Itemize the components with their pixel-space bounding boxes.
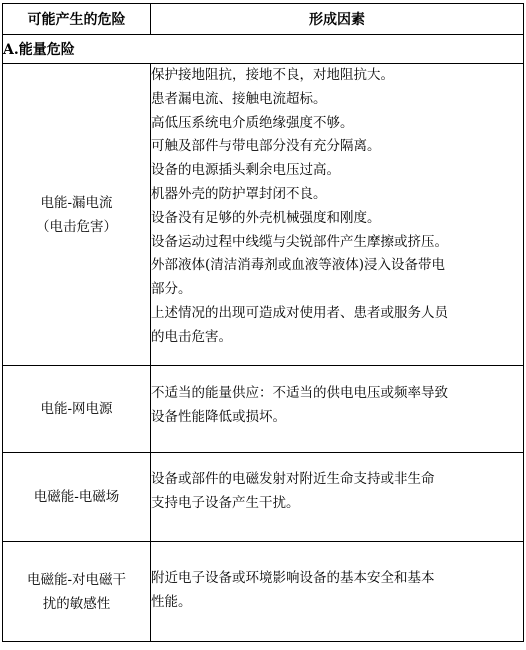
section-title: A.能量危险 bbox=[3, 35, 524, 64]
hazard-name-line: 电能-网电源 bbox=[40, 401, 113, 417]
factor-line: 设备没有足够的外壳机械强度和刚度。 bbox=[151, 209, 381, 226]
hazard-name-line: （电击危害） bbox=[36, 218, 117, 235]
factor-line: 不适当的能量供应：不适当的供电电压或频率导致 bbox=[151, 385, 448, 401]
hazard-cell bbox=[3, 453, 151, 542]
hazard-name-line: 电磁能-对电磁干 bbox=[26, 571, 127, 588]
factor-line: 附近电子设备或环境影响设备的基本安全和基本 bbox=[151, 570, 435, 586]
factor-line: 保护接地阻抗，接地不良，对地阻抗大。 bbox=[151, 67, 394, 83]
factor-line: 设备运动过程中线缆与尖锐部件产生摩擦或挤压。 bbox=[151, 233, 448, 250]
factor-line: 设备性能降低或损坏。 bbox=[151, 408, 286, 425]
factors-cell bbox=[151, 453, 524, 542]
hazard-cell bbox=[3, 542, 151, 642]
factor-line: 性能。 bbox=[151, 593, 192, 610]
factor-line: 可触及部件与带电部分没有充分隔离。 bbox=[151, 138, 381, 155]
factor-line: 支持电子设备产生干扰。 bbox=[151, 494, 300, 511]
factor-line: 设备或部件的电磁发射对附近生命支持或非生命 bbox=[151, 471, 435, 487]
factor-line: 上述情况的出现可造成对使用者、患者或服务人员 bbox=[151, 304, 448, 321]
hazard-cell bbox=[3, 366, 151, 453]
factors-cell bbox=[151, 64, 524, 366]
factors-cell bbox=[151, 542, 524, 642]
section-row bbox=[3, 35, 524, 64]
table-row bbox=[3, 542, 524, 642]
hazard-table bbox=[2, 3, 524, 642]
table-header-row bbox=[3, 4, 524, 35]
factor-line: 外部液体(清洁消毒剂或血液等液体)浸入设备带电 bbox=[151, 257, 446, 274]
factor-line: 机器外壳的防护罩封闭不良。 bbox=[151, 185, 327, 202]
factor-line: 部分。 bbox=[151, 281, 192, 298]
factor-line: 的电击危害。 bbox=[151, 328, 232, 345]
hazard-name-line: 扰的敏感性 bbox=[42, 595, 111, 612]
hazard-cell bbox=[3, 64, 151, 366]
factor-line: 患者漏电流、接触电流超标。 bbox=[151, 90, 327, 107]
header-hazard: 可能产生的危险 bbox=[3, 4, 151, 35]
table-row bbox=[3, 366, 524, 453]
factors-cell bbox=[151, 366, 524, 453]
table-row bbox=[3, 64, 524, 366]
hazard-name-line: 电能-漏电流 bbox=[40, 194, 113, 211]
factor-line: 设备的电源插头剩余电压过高。 bbox=[151, 162, 340, 179]
hazard-name-line: 电磁能-电磁场 bbox=[33, 489, 120, 505]
header-factors: 形成因素 bbox=[151, 4, 524, 35]
table-row bbox=[3, 453, 524, 542]
factor-line: 高低压系统电介质绝缘强度不够。 bbox=[151, 114, 354, 131]
